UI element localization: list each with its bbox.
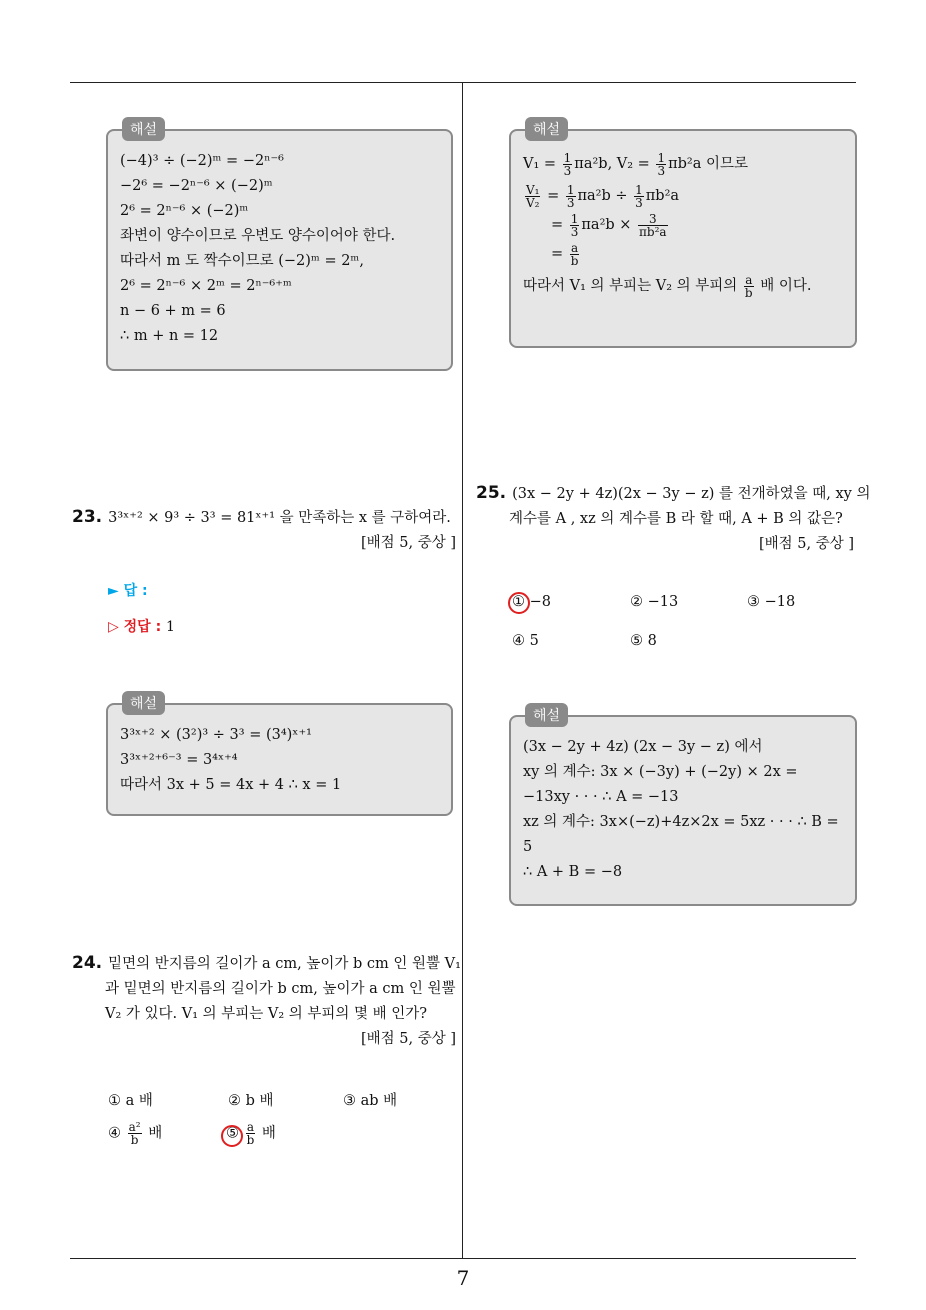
solution-line: 3³ˣ⁺² × (3²)³ ÷ 3³ = (3⁴)ˣ⁺¹ bbox=[120, 727, 312, 743]
question-points: [배점 5, 중상 ] bbox=[758, 536, 854, 552]
solution-line: ∴ A + B = −8 bbox=[523, 864, 623, 880]
solution-line: 5 bbox=[523, 839, 533, 855]
question-text: (3x − 2y + 4z)(2x − 3y − z) 를 전개하였을 때, xy 의 bbox=[512, 486, 871, 502]
fraction: $\frac{\text{a²}}{b}$ bbox=[128, 1120, 141, 1147]
solution-line: V₁ = $\frac{1}{3}$ πa²b, V₂ = $\frac{1}{3}$ πb²a 이므로 bbox=[523, 150, 748, 178]
solution-25-box bbox=[509, 708, 857, 906]
solution-line: (3x − 2y + 4z) (2x − 3y − z) 에서 bbox=[523, 739, 763, 755]
choice-4[interactable]: ④ 5 bbox=[512, 633, 539, 649]
correct-value: 1 bbox=[166, 619, 175, 635]
question-points: [배점 5, 중상 ] bbox=[360, 535, 456, 551]
solution-tag: 해설 bbox=[525, 703, 568, 727]
question-number: 25. bbox=[476, 483, 507, 503]
selected-answer-circle bbox=[221, 1125, 243, 1147]
solution-line: $\frac{\text{V₁}}{\text{V₂}}$ = $\frac{1}{3}$ πa²b ÷ $\frac{1}{3}$ πb²a bbox=[526, 182, 680, 210]
question-text: 과 밑면의 반지름의 길이가 b cm, 높이가 a cm 인 원뿔 bbox=[105, 981, 456, 997]
question-points: [배점 5, 중상 ] bbox=[360, 1031, 456, 1047]
choice-4[interactable] bbox=[108, 1121, 162, 1146]
page-number: 7 bbox=[456, 1266, 470, 1290]
choice-3[interactable]: ③ ab 배 bbox=[343, 1093, 398, 1109]
bottom-rule bbox=[70, 1258, 856, 1259]
solution-line: xz 의 계수: 3x×(−z)+4z×2x = 5xz · · · ∴ B = bbox=[523, 814, 839, 830]
solution-tag: 해설 bbox=[122, 691, 165, 715]
question-text: 3³ˣ⁺² × 9³ ÷ 3³ = 81ˣ⁺¹ 을 만족하는 x 를 구하여라. bbox=[108, 510, 451, 526]
column-divider bbox=[462, 82, 463, 1258]
top-rule bbox=[70, 82, 856, 83]
solution-line: n − 6 + m = 6 bbox=[120, 303, 226, 319]
choice-unit: 배 bbox=[148, 1125, 163, 1142]
question-number: 24. bbox=[72, 953, 103, 973]
solution-23-box bbox=[106, 696, 453, 816]
solution-line: 따라서 V₁ 의 부피는 V₂ 의 부피의 $\frac{a}{b}$ 배 이다. bbox=[523, 272, 812, 300]
solution-line: −13xy · · · ∴ A = −13 bbox=[523, 789, 679, 805]
answer-label: ► 답 : bbox=[108, 583, 148, 599]
choice-marker: ⑤ bbox=[226, 1125, 239, 1142]
solution-line: 2⁶ = 2ⁿ⁻⁶ × 2ᵐ = 2ⁿ⁻⁶⁺ᵐ bbox=[120, 278, 292, 294]
solution-line: (−4)³ ÷ (−2)ᵐ = −2ⁿ⁻⁶ bbox=[120, 153, 284, 169]
fraction: $\frac{a}{b}$ bbox=[246, 1120, 255, 1147]
choice-5[interactable]: ⑤ 8 bbox=[630, 633, 657, 649]
question-text: 계수를 A , xz 의 계수를 B 라 할 때, A + B 의 값은? bbox=[509, 511, 843, 527]
solution-line: 2⁶ = 2ⁿ⁻⁶ × (−2)ᵐ bbox=[120, 203, 249, 219]
choice-2[interactable]: ② −13 bbox=[630, 594, 679, 610]
choice-1[interactable]: ① −8 bbox=[512, 594, 551, 610]
question-25 bbox=[476, 481, 871, 557]
solution-line: 좌변이 양수이므로 우변도 양수이어야 한다. bbox=[120, 228, 396, 244]
solution-22-box bbox=[106, 122, 453, 371]
solution-line: = $\frac{a}{b}$ bbox=[551, 240, 579, 268]
choice-marker: ④ bbox=[108, 1125, 121, 1142]
choice-unit: 배 bbox=[261, 1125, 276, 1142]
solution-line: ∴ m + n = 12 bbox=[120, 328, 219, 344]
solution-tag: 해설 bbox=[525, 117, 568, 141]
solution-line: 따라서 3x + 5 = 4x + 4 ∴ x = 1 bbox=[120, 777, 342, 793]
solution-line: 따라서 m 도 짝수이므로 (−2)ᵐ = 2ᵐ, bbox=[120, 253, 364, 269]
question-text: V₂ 가 있다. V₁ 의 부피는 V₂ 의 부피의 몇 배 인가? bbox=[105, 1006, 428, 1022]
solution-line: = $\frac{1}{3}$ πa²b × $\frac{3}{\text{πb²a}}$ bbox=[551, 211, 667, 239]
choice-1[interactable]: ① a 배 bbox=[108, 1093, 153, 1109]
question-24 bbox=[72, 951, 461, 1052]
question-number: 23. bbox=[72, 507, 103, 527]
selected-answer-circle bbox=[508, 592, 530, 614]
choice-3[interactable]: ③ −18 bbox=[747, 594, 796, 610]
choice-2[interactable]: ② b 배 bbox=[228, 1093, 274, 1109]
solution-line: −2⁶ = −2ⁿ⁻⁶ × (−2)ᵐ bbox=[120, 178, 273, 194]
solution-line: xy 의 계수: 3x × (−3y) + (−2y) × 2x = bbox=[523, 764, 798, 780]
question-23 bbox=[72, 505, 456, 556]
correct-answer bbox=[108, 616, 175, 636]
solution-24-box bbox=[509, 122, 857, 348]
correct-label: ▷ 정답 : bbox=[108, 619, 162, 635]
question-text: 밑면의 반지름의 길이가 a cm, 높이가 b cm 인 원뿔 V₁ bbox=[108, 956, 461, 972]
solution-line: 3³ˣ⁺²⁺⁶⁻³ = 3⁴ˣ⁺⁴ bbox=[120, 752, 238, 768]
solution-tag: 해설 bbox=[122, 117, 165, 141]
